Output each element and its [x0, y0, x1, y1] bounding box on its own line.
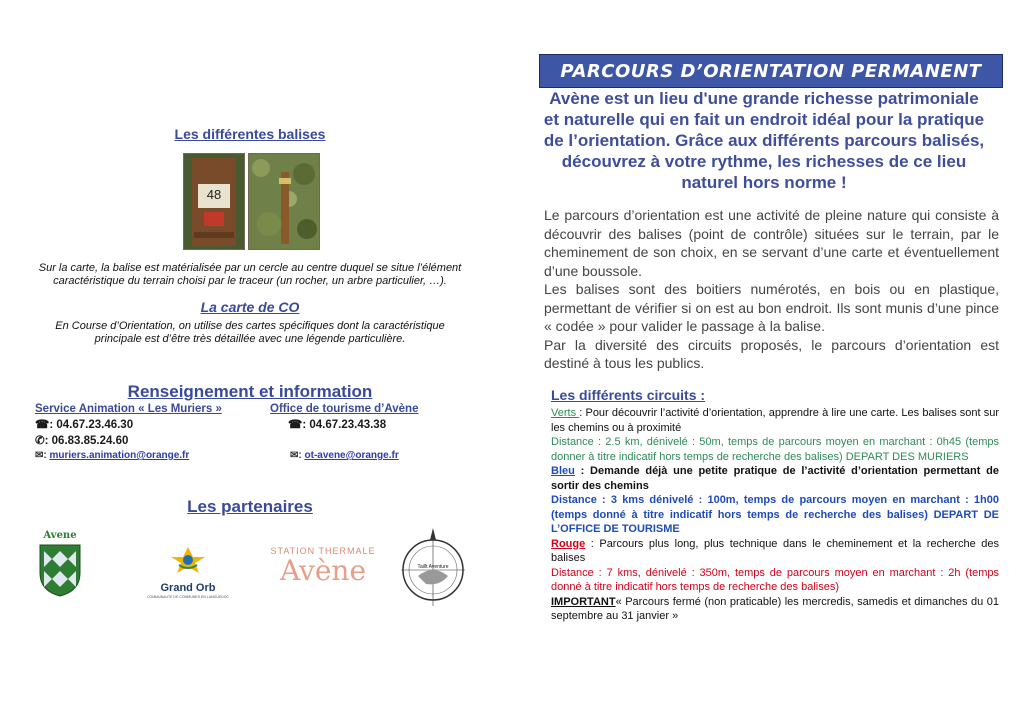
page-banner: PARCOURS D’ORIENTATION PERMANENT: [539, 54, 1003, 88]
info-title: Renseignement et information: [127, 382, 373, 401]
phone-icon: ☎: [35, 419, 50, 431]
description-para3: Par la diversité des circuits proposés, le parcours d’orientation est destiné à tous les publics.: [544, 336, 999, 371]
circuits-title: Les différents circuits :: [551, 387, 706, 403]
compass-logo: [398, 526, 468, 610]
avene-crest-label: Avene: [43, 530, 77, 541]
office-email-row: ✉: ot-avene@orange.fr: [290, 450, 399, 461]
phone-icon: ☎: [288, 419, 303, 431]
envelope-icon: ✉: [35, 450, 44, 461]
circuit-bleu-label: Bleu: [551, 465, 575, 477]
office-email-link[interactable]: ot-avene@orange.fr: [304, 450, 399, 461]
grand-orb-logo: [143, 545, 233, 603]
mobile-phone-icon: ✆: [35, 435, 45, 447]
intro-line5: naturel hors norme !: [681, 173, 847, 192]
office-phone: : 04.67.23.43.38: [302, 419, 387, 431]
balises-title: Les différentes balises: [174, 126, 326, 142]
circuit-verts: [551, 406, 999, 435]
balise-number: 48: [206, 187, 222, 202]
balise-caption: [10, 262, 490, 288]
service-mobile: : 06.83.85.24.60: [44, 435, 129, 447]
grand-orb-subtitle: COMMUNAUTE DE COMMUNES EN LANGUEDOC: [146, 595, 230, 599]
partners-title: Les partenaires: [187, 497, 313, 516]
station-label: STATION THERMALE: [270, 546, 376, 556]
office-contact: [270, 403, 418, 461]
circuit-bleu: [551, 464, 999, 493]
envelope-icon: ✉: [290, 450, 299, 461]
circuit-bleu-distance: Distance : 3 kms dénivelé : 100m, temps de parcours moyen en marchant : 1h00 (temps donné à titre indicatif hors temps de recherche des balises) DEPART DE L’OFFICE DE TOURISME: [551, 494, 999, 535]
important-label: IMPORTANT: [551, 595, 616, 608]
circuits-list: [551, 406, 999, 624]
intro-line1: Avène est un lieu d'une grande richesse patrimoniale: [549, 89, 979, 108]
circuit-rouge: [551, 537, 999, 566]
intro-text: [514, 88, 1014, 193]
circuit-rouge-label: Rouge: [551, 537, 586, 550]
circuit-bleu-text: : Demande déjà une petite pratique de l’activité d’orientation permettant de sortir des chemins: [551, 465, 999, 492]
carte-text: [10, 320, 490, 346]
important-text: « Parcours fermé (non praticable) les mercredis, samedis et dimanches du 01 septembre au 31 janvier »: [551, 595, 999, 622]
intro-line3: de l’orientation. Grâce aux différents parcours balisés,: [543, 131, 985, 150]
balise-caption-line2: caractéristique du terrain choisi par le traceur (un rocher, un arbre particulier, …).: [53, 275, 447, 287]
service-email-row: ✉: muriers.animation@orange.fr: [35, 450, 190, 461]
description-para1: Le parcours d’orientation est une activité de pleine nature qui consiste à découvrir des balises (point de contrôle) situées sur le terrain, par le cheminement de son choix, en se servant d’une carte et éventuellement d’une boussole.: [544, 207, 999, 279]
avene-crest-logo: [38, 530, 82, 600]
important-note: [551, 595, 999, 624]
grand-orb-label: Grand Orb: [160, 582, 216, 594]
star-logo-icon: [143, 545, 233, 575]
office-label: Office de tourisme d’Avène: [270, 403, 419, 415]
balise-caption-line1: Sur la carte, la balise est matérialisée par un cercle au centre duquel se situe l’élément: [38, 262, 462, 274]
carte-text-line2: principale est d’être très détaillée avec une légende particulière.: [94, 333, 406, 345]
description-text: [544, 206, 999, 373]
intro-line4: découvrez à votre rythme, les richesses de ce lieu: [561, 152, 967, 171]
service-phone: : 04.67.23.46.30: [49, 419, 134, 431]
station-name: Avène: [279, 554, 367, 587]
description-para2: Les balises sont des boitiers numérotés, en bois ou en plastique, permettant de vérifier si on est au bon endroit. Ils sont munis d’une pince « codée » pour valider le passage à la balise.: [544, 281, 999, 334]
service-email-link[interactable]: muriers.animation@orange.fr: [49, 450, 190, 461]
service-mobile-row: [35, 433, 222, 447]
circuit-verts-label: Verts: [551, 407, 580, 419]
shield-icon: [38, 541, 82, 597]
circuit-rouge-text: : Parcours plus long, plus technique dans le cheminement et la recherche des balises: [551, 537, 999, 564]
service-contact: [35, 403, 222, 461]
intro-line2: et naturelle qui en fait un endroit idéal pour la pratique: [543, 110, 985, 129]
circuit-verts-text: : Pour découvrir l’activité d’orientation, apprendre à lire une carte. Les balises sont sur les chemins ou à proximité: [551, 407, 999, 434]
compass-label: Taillt Aventure: [417, 564, 449, 570]
office-phone-row: [270, 417, 418, 431]
station-thermale-logo: [268, 546, 378, 586]
stake-in-grass-icon: [249, 154, 319, 249]
service-phone-row: [35, 417, 222, 431]
circuit-verts-distance: Distance : 2.5 km, dénivelé : 50m, temps de parcours moyen en marchant : 0h45 (temps donner à titre indicatif hors temps de recherche des balises) DEPART DES MURIERS: [551, 436, 999, 463]
balise-photo-stake: [248, 153, 320, 250]
service-label: Service Animation « Les Muriers »: [35, 403, 222, 415]
balise-photo-post: [183, 153, 245, 250]
carte-title: La carte de CO: [200, 299, 300, 315]
carte-text-line1: En Course d’Orientation, on utilise des cartes spécifiques dont la caractéristique: [55, 320, 445, 332]
circuit-rouge-distance: Distance : 7 kms, dénivelé : 350m, temps de parcours moyen en marchant : 2h (temps donné à titre indicatif hors temps de recherche des balises): [551, 566, 999, 593]
